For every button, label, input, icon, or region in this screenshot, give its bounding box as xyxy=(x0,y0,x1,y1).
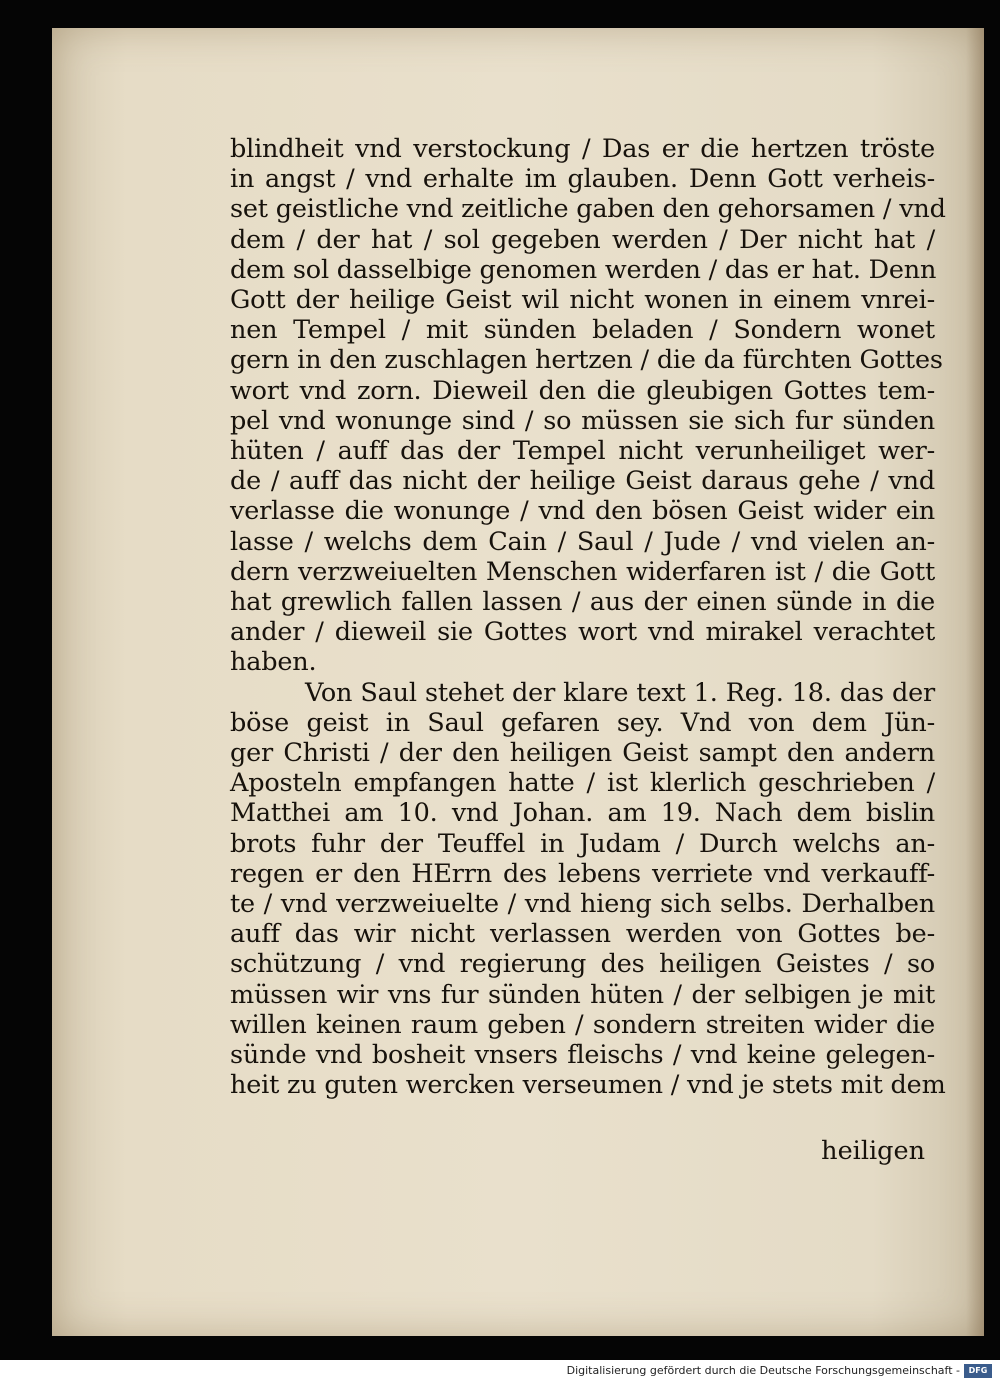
dfg-logo-icon: DFG xyxy=(964,1364,992,1378)
text-line: dern verzweiuelten Menschen widerfaren ist / die Gott xyxy=(230,556,935,587)
text-line: lasse / welchs dem Cain / Saul / Jude / vnd vielen an- xyxy=(230,526,935,557)
text-line: schützung / vnd regierung des heiligen Geistes / so xyxy=(230,949,935,980)
text-line: regen er den HErrn des lebens verriete vnd verkauff- xyxy=(230,858,935,889)
text-line: Gott der heilige Geist wil nicht wonen in einem vnrei- xyxy=(230,285,935,316)
text-line: in angst / vnd erhalte im glauben. Denn Gott verheis- xyxy=(230,164,935,195)
funding-notice: Digitalisierung gefördert durch die Deutsche Forschungsgemeinschaft - xyxy=(566,1364,960,1377)
text-line: dem sol dasselbige genomen werden / das er hat. Denn xyxy=(230,254,937,285)
text-line: müssen wir vns fur sünden hüten / der selbigen je mit xyxy=(230,979,935,1010)
text-line-paragraph-start: Von Saul stehet der klare text 1. Reg. 18. das der xyxy=(305,677,935,708)
text-line: ger Christi / der den heiligen Geist sampt den andern xyxy=(230,738,935,769)
catchword: heiligen xyxy=(821,1136,925,1166)
text-line: sünde vnd bosheit vnsers fleischs / vnd keine gelegen- xyxy=(230,1040,935,1071)
text-line: ander / dieweil sie Gottes wort vnd mirakel verachtet xyxy=(230,617,935,648)
text-line: willen keinen raum geben / sondern streiten wider die xyxy=(230,1009,935,1040)
text-line: verlasse die wonunge / vnd den bösen Geist wider ein xyxy=(230,496,935,527)
text-line: te / vnd verzweiuelte / vnd hieng sich selbs. Derhalben xyxy=(230,889,935,920)
text-line: böse geist in Saul gefaren sey. Vnd von dem Jün- xyxy=(230,707,935,738)
page-text xyxy=(230,134,946,1101)
text-line-paragraph-end: haben. xyxy=(230,647,317,678)
footer-bar xyxy=(0,1360,1000,1383)
text-line: nen Tempel / mit sünden beladen / Sondern wonet xyxy=(230,315,935,346)
page-edge-shadow xyxy=(966,28,984,1336)
text-line: hüten / auff das der Tempel nicht verunheiliget wer- xyxy=(230,436,935,467)
text-line: pel vnd wonunge sind / so müssen sie sich fur sünden xyxy=(230,405,935,436)
text-line: hat grewlich fallen lassen / aus der einen sünde in die xyxy=(230,587,935,618)
text-line: blindheit vnd verstockung / Das er die hertzen tröste xyxy=(230,134,935,164)
text-line: set geistliche vnd zeitliche gaben den gehorsamen / vnd xyxy=(230,194,946,225)
text-line: Matthei am 10. vnd Johan. am 19. Nach dem bislin xyxy=(230,798,935,829)
text-line: heit zu guten wercken verseumen / vnd je stets mit dem xyxy=(230,1070,946,1101)
text-line: gern in den zuschlagen hertzen / die da fürchten Gottes xyxy=(230,345,943,376)
text-line: de / auff das nicht der heilige Geist daraus gehe / vnd xyxy=(230,466,935,497)
text-line: auff das wir nicht verlassen werden von Gottes be- xyxy=(230,919,935,950)
text-line: Aposteln empfangen hatte / ist klerlich geschrieben / xyxy=(230,768,935,799)
text-line: dem / der hat / sol gegeben werden / Der nicht hat / xyxy=(230,224,935,255)
text-line: wort vnd zorn. Dieweil den die gleubigen Gottes tem- xyxy=(230,375,935,406)
text-line: brots fuhr der Teuffel in Judam / Durch welchs an- xyxy=(230,828,935,859)
